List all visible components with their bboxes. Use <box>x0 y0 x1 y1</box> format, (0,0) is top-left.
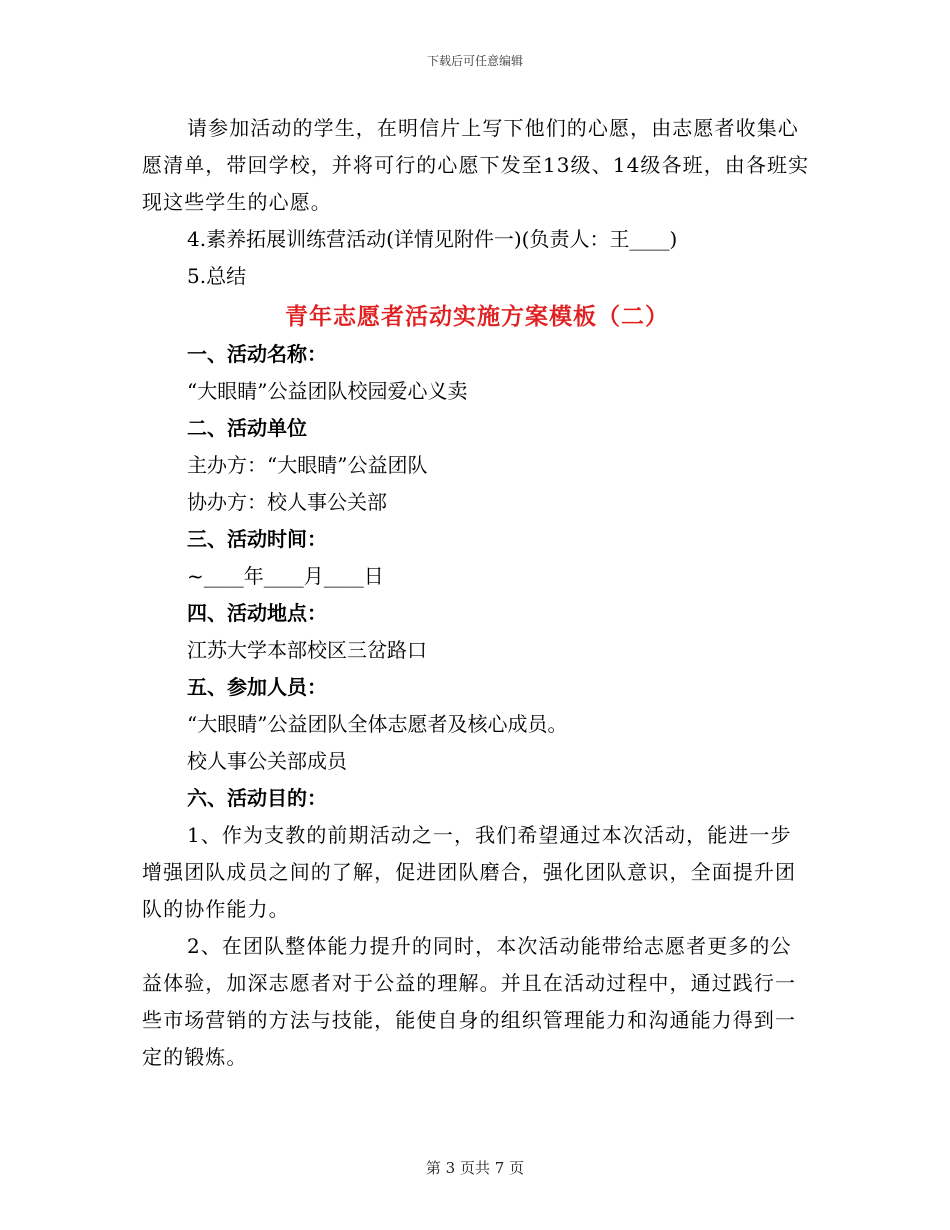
section-heading-name: 一、活动名称： <box>187 342 327 366</box>
section-line: 协办方：校人事公关部 <box>187 490 387 514</box>
header-note: 下载后可任意编辑 <box>426 54 523 68</box>
section-heading-organizer: 二、活动单位 <box>187 416 307 440</box>
section-heading-participants: 五、参加人员： <box>187 675 327 699</box>
purpose-paragraph-2: 2、在团队整体能力提升的同时，本次活动能带给志愿者更多的公益体验，加深志愿者对于公益的理解。并且在活动过程中，通过践行一些市场营销的方法与技能，能使自身的组织管理能力和沟通能力得到一定的锻炼。 <box>142 934 797 1069</box>
section-line: 校人事公关部成员 <box>187 749 347 773</box>
list-item-4: 4.素养拓展训练营活动(详情见附件一)(负责人：王____) <box>187 227 678 251</box>
section-line: “大眼睛”公益团队校园爱心义卖 <box>187 379 468 403</box>
section-heading-time: 三、活动时间： <box>187 527 327 551</box>
section-heading-purpose: 六、活动目的： <box>187 786 327 810</box>
intro-paragraph: 请参加活动的学生，在明信片上写下他们的心愿，由志愿者收集心愿清单，带回学校，并将可行的心愿下发至13级、14级各班，由各班实现这些学生的心愿。 <box>142 116 810 214</box>
document-title: 青年志愿者活动实施方案模板（二） <box>285 304 669 330</box>
section-line: “大眼睛”公益团队全体志愿者及核心成员。 <box>187 712 568 736</box>
page-content <box>142 110 812 1076</box>
purpose-paragraph-1: 1、作为支教的前期活动之一，我们希望通过本次活动，能进一步增强团队成员之间的了解，促进团队磨合，强化团队意识，全面提升团队的协作能力。 <box>142 823 797 921</box>
page-number: 第 3 页共 7 页 <box>425 1159 525 1177</box>
section-line: 主办方：“大眼睛”公益团队 <box>187 453 428 477</box>
section-heading-location: 四、活动地点： <box>187 601 327 625</box>
list-item-5: 5.总结 <box>187 264 247 288</box>
section-line: ~____年____月____日 <box>187 564 384 588</box>
section-line: 江苏大学本部校区三岔路口 <box>187 638 427 662</box>
